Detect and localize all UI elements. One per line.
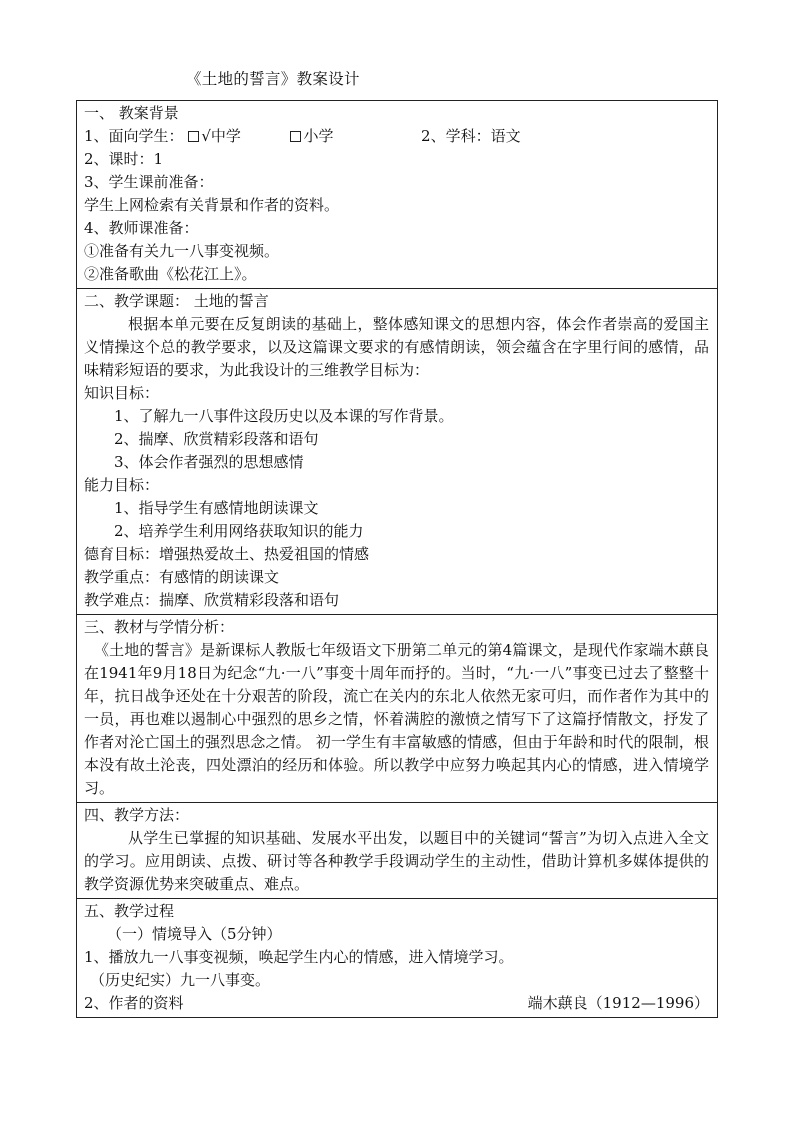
student-prep-label: 3、学生课前准备： [84, 173, 214, 191]
checkbox-middle [188, 131, 199, 142]
ability-item: 1、指导学生有感情地朗读课文 [114, 499, 319, 517]
teacher-prep-item: ②准备歌曲《松花江上》。 [84, 265, 257, 283]
document-title: 《土地的誓言》教案设计 [186, 70, 360, 88]
section-heading: 三、教材与学情分析： [84, 618, 235, 636]
ability-label: 能力目标： [84, 476, 160, 494]
section-topic [77, 288, 717, 614]
audience-label: 1、面向学生： [84, 127, 184, 145]
author-row [84, 992, 709, 1015]
knowledge-item: 2、揣摩、欣赏精彩段落和语句 [114, 430, 319, 448]
moral-goal: 德育目标：增强热爱故土、热爱祖国的情感 [84, 545, 370, 563]
section-heading: 二、教学课题： 土地的誓言 [84, 292, 269, 310]
topic-intro: 根据本单元要在反复朗读的基础上，整体感知课文的思想内容，体会作者崇高的爱国主义情操这个总的教学要求，以及这篇课文要求的有感情朗读，领会蕴含在字里行间的感情，品味精彩短语的要求，为此我设计的三维教学目标为： [84, 315, 709, 379]
teacher-prep-label: 4、教师课准备： [84, 219, 199, 237]
audience-primary: 小学 [303, 127, 334, 145]
teaching-focus: 教学重点：有感情的朗读课文 [84, 568, 280, 586]
method-body: 从学生已掌握的知识基础、发展水平出发，以题目中的关键词“誓言”为切入点进入全文的学习。应用朗读、点拨、研讨等各种教学手段调动学生的主动性，借助计算机多媒体提供的教学资源优势来突破重点、难点。 [84, 829, 709, 893]
analysis-body: 《土地的誓言》是新课标人教版七年级语文下册第二单元的第4篇课文，是现代作家端木蕻良在1941年9月18日为纪念“九·一八”事变十周年而抒的。当时，“九·一八”事变已过去了整整十年，抗日战争还处在十分艰苦的阶段，流亡在关内的东北人依然无家可归，而作者作为其中的一员，再也难以遏制心中强烈的思乡之情，怀着满腔的激愤之情写下了这篇抒情散文，抒发了作者对沦亡国土的强烈思念之情。 初一学生有丰富敏感的情感，但由于年龄和时代的限制，根本没有故土沦丧，四处漂泊的经历和体验。所以教学中应努力唤起其内心的情感，进入情境学习。 [84, 641, 709, 797]
section-process [77, 898, 717, 1017]
process-step: （一）情境导入（5分钟） [107, 925, 282, 943]
section-analysis [77, 614, 717, 802]
knowledge-label: 知识目标： [84, 384, 160, 402]
section-method [77, 802, 717, 898]
section-heading: 五、教学过程 [84, 902, 175, 920]
process-item: 2、作者的资料 [84, 994, 184, 1012]
process-note: （历史纪实）九一八事变。 [90, 971, 271, 989]
knowledge-item: 1、了解九一八事件这段历史以及本课的写作背景。 [114, 407, 454, 425]
teaching-difficulty: 教学难点：揣摩、欣赏精彩段落和语句 [84, 591, 340, 609]
class-hours: 2、课时：1 [84, 150, 164, 168]
section-heading: 一、 教案背景 [84, 104, 179, 122]
section-background [77, 101, 717, 288]
process-item: 1、播放九一八事变视频，唤起学生内心的情感，进入情境学习。 [84, 948, 514, 966]
lesson-plan-table [76, 100, 718, 1018]
subject: 2、学科：语文 [421, 127, 521, 145]
knowledge-item: 3、体会作者强烈的思想感情 [114, 453, 304, 471]
checkbox-primary [290, 131, 301, 142]
audience-middle: 中学 [210, 127, 241, 145]
teacher-prep-item: ①准备有关九一八事变视频。 [84, 242, 280, 260]
ability-item: 2、培养学生利用网络获取知识的能力 [114, 522, 364, 540]
audience-row [84, 125, 709, 148]
author-name: 端木蕻良（1912—1996） [527, 994, 709, 1012]
student-prep: 学生上网检索有关背景和作者的资料。 [84, 196, 340, 214]
section-heading: 四、教学方法： [84, 806, 190, 824]
check-mark: √ [201, 127, 211, 145]
